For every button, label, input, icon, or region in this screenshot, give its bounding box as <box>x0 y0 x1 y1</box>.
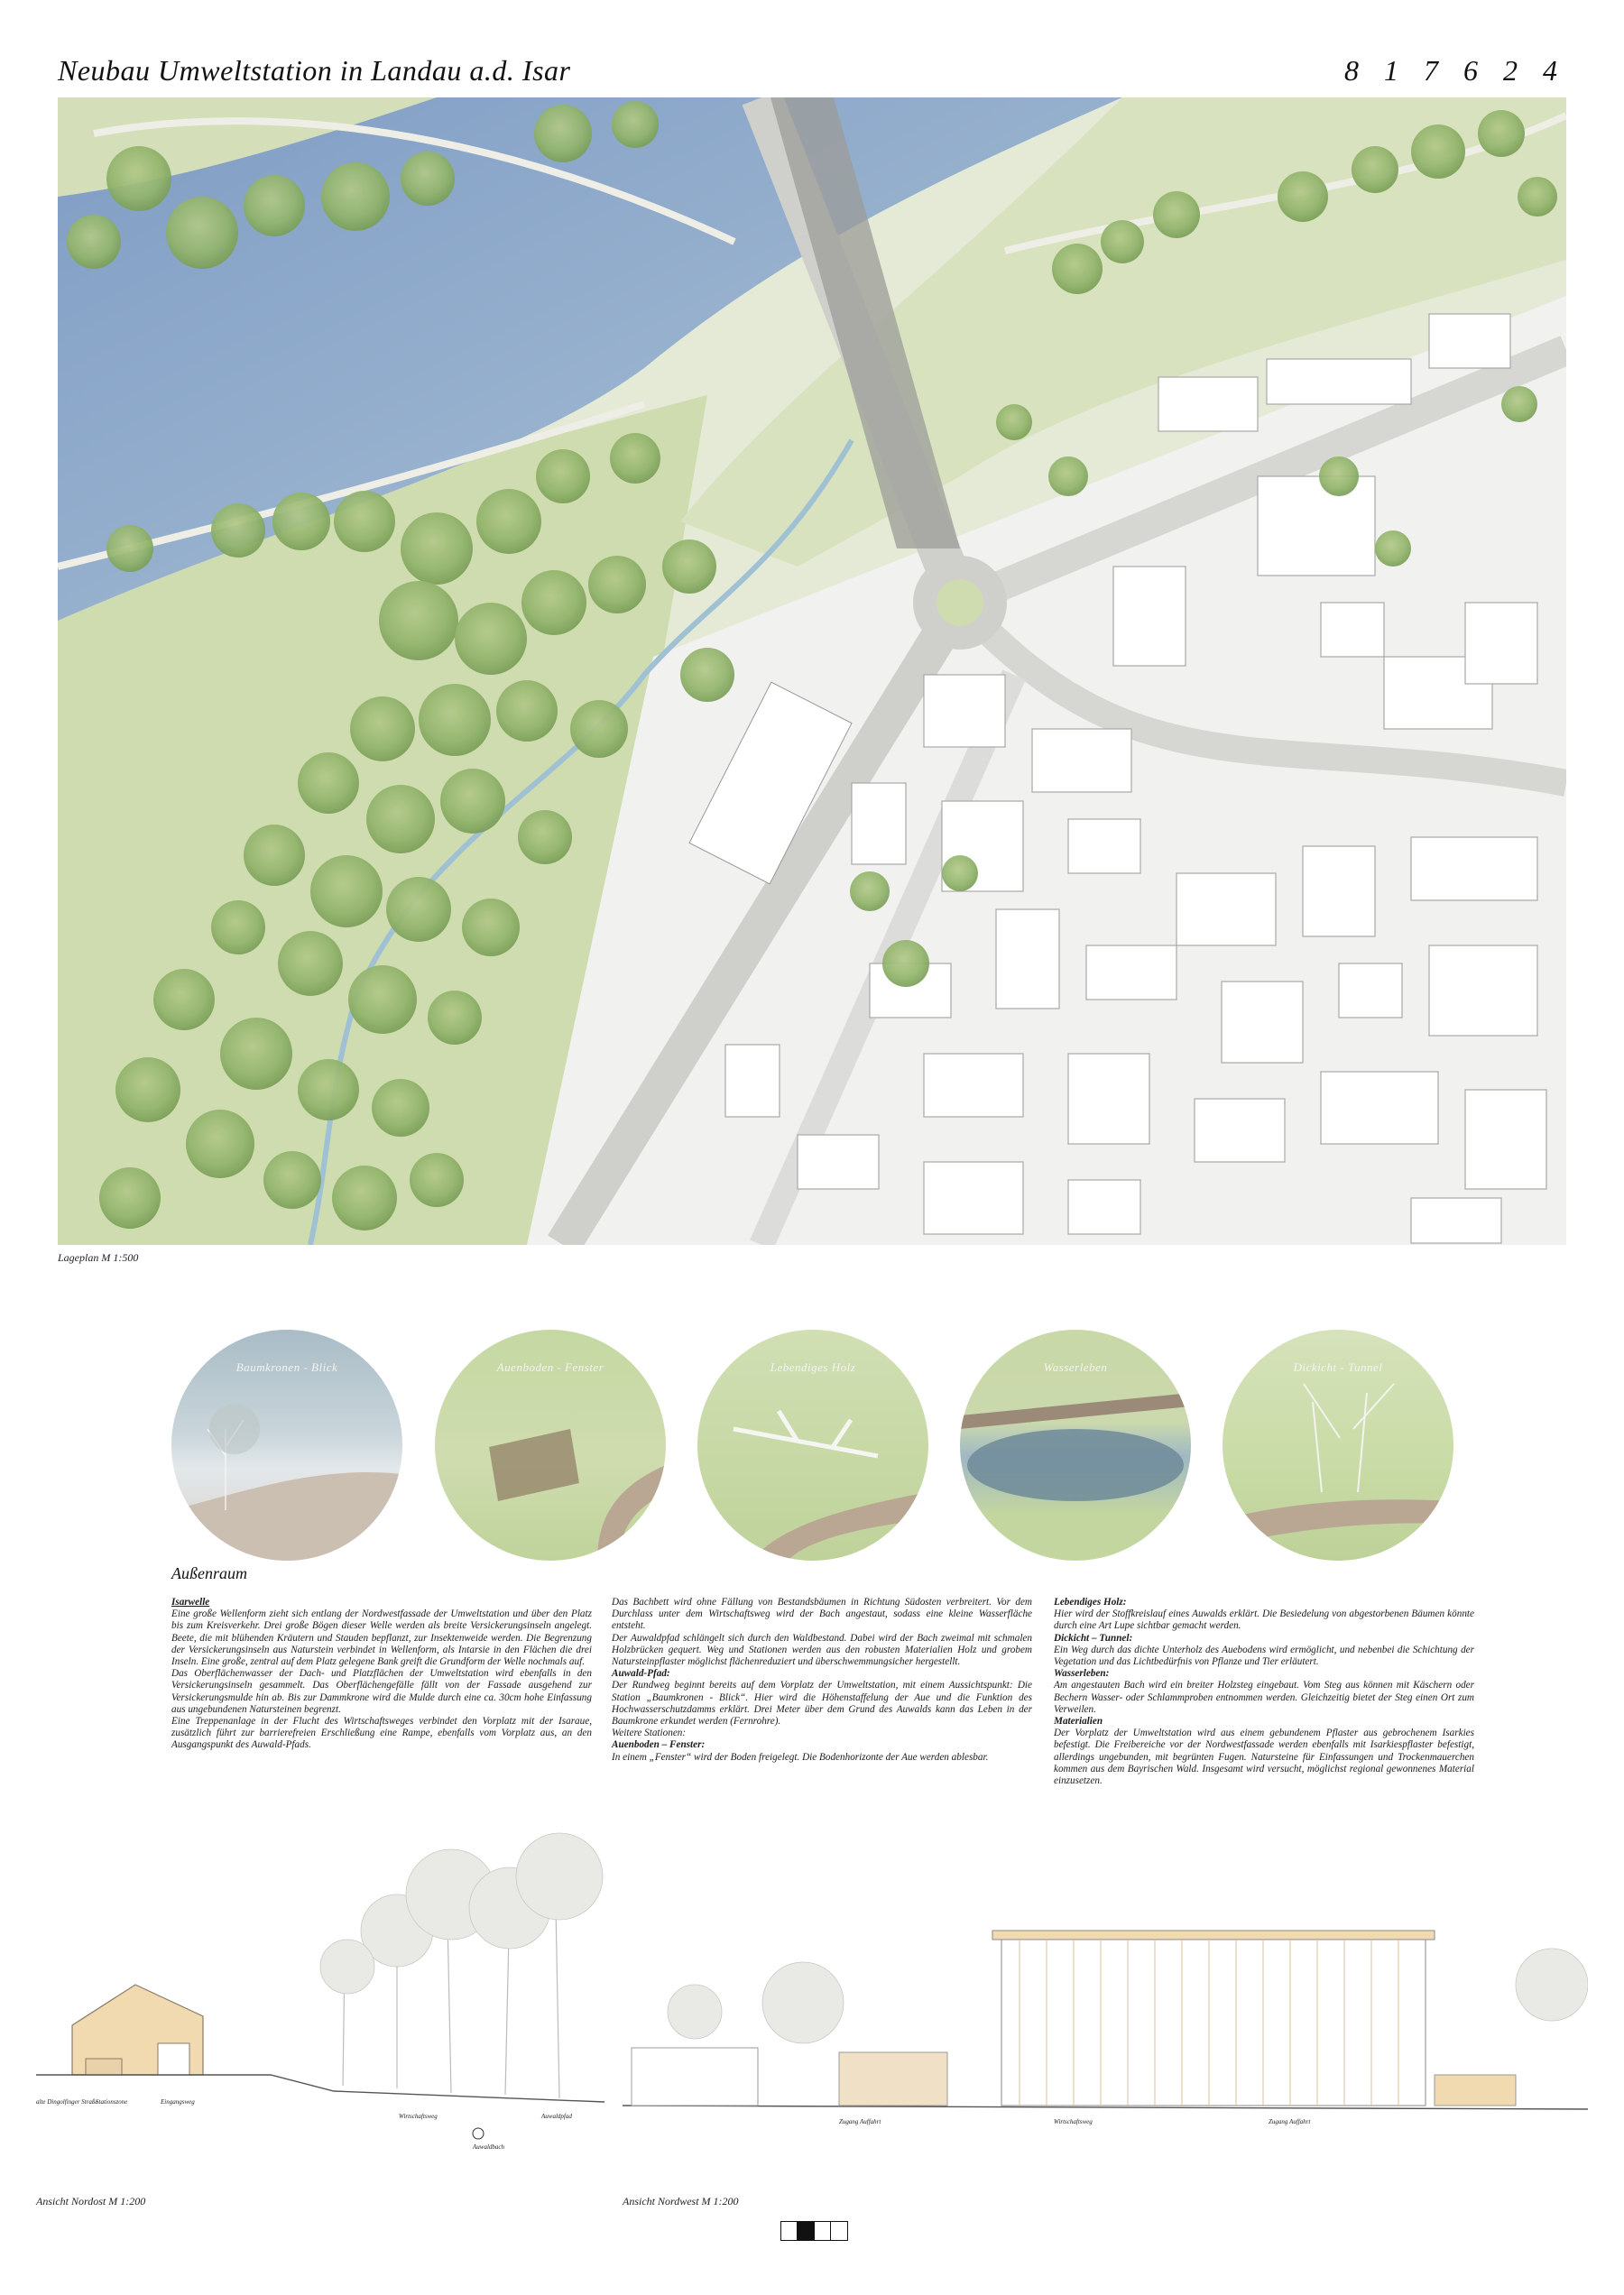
entry-number: 8 1 7 6 2 4 <box>1344 54 1566 87</box>
col2-paragraph: Weitere Stationen: <box>612 1728 687 1739</box>
page-indicator <box>781 2221 848 2241</box>
col3-paragraph: Ein Weg durch das dichte Unterholz des Auebodens wird ermöglicht, und nebenbei die Schichtung der Vegetation und das Lichtbedürfnis von Pflanze und Tier erläutert. <box>1054 1644 1474 1668</box>
page-indicator-cell <box>814 2221 832 2241</box>
elevation-label: Auwaldpfad <box>541 2113 572 2120</box>
site-plan-drawing <box>58 97 1566 1245</box>
elevation-right-caption: Ansicht Nordwest M 1:200 <box>623 2195 739 2207</box>
col3-paragraph: Am angestauten Bach wird ein breiter Holzsteg eingebaut. Vom Steg aus können mit Käschern oder Bechern Wasser- oder Schlammproben entnommen werden. Gleichzeitig bietet der Steg einen Ort zum Verweilen. <box>1054 1680 1474 1715</box>
elevation-label: Zugang Auffahrt <box>839 2118 881 2125</box>
elevation-nordost <box>36 1804 604 2165</box>
elevation-label: Wirtschaftsweg <box>1054 2118 1093 2125</box>
elevation-nordwest-drawing <box>623 1804 1588 2165</box>
elevation-nordwest <box>623 1804 1588 2165</box>
col3-heading: Lebendiges Holz: <box>1054 1597 1127 1608</box>
vignette-title: Lebendiges Holz <box>770 1360 856 1374</box>
vignette-title: Wasserleben <box>1043 1360 1108 1374</box>
elevation-label: Wirtschaftsweg <box>399 2113 438 2120</box>
col3-paragraph: Hier wird der Stoffkreislauf eines Auwalds erklärt. Die Besiedelung von abgestorbenen Bäumen könnte durch eine Art Lupe sichtbar gemacht werden. <box>1054 1608 1474 1632</box>
section-heading: Außenraum <box>171 1564 247 1582</box>
elevation-nordost-drawing <box>36 1804 604 2165</box>
page-indicator-cell-current <box>797 2221 815 2241</box>
col2-heading: Auenboden – Fenster: <box>612 1739 706 1751</box>
vignette-title: Auenboden - Fenster <box>496 1360 604 1374</box>
text-column-3 <box>1054 1597 1474 1787</box>
col2-paragraph: Das Bachbett wird ohne Fällung von Bestandsbäumen in Richtung Südosten verbreitert. Vor dem Durchlass unter dem Wirtschaftsweg wird der Bach angestaut, sodass eine kleine Wasserfläche entsteht. <box>612 1597 1032 1632</box>
col2-paragraph: In einem „Fenster“ wird der Boden freigelegt. Die Bodenhorizonte der Aue werden ablesbar. <box>612 1751 989 1763</box>
col3-heading: Wasserleben: <box>1054 1668 1110 1680</box>
site-plan-caption: Lageplan M 1:500 <box>58 1251 139 1264</box>
col1-heading: Isarwelle <box>171 1597 210 1608</box>
site-plan <box>58 97 1566 1245</box>
elevation-left-caption: Ansicht Nordost M 1:200 <box>36 2195 146 2207</box>
col2-heading: Auwald-Pfad: <box>612 1668 670 1680</box>
vignette-lebendiges-holz <box>697 1330 928 1561</box>
text-column-1 <box>171 1597 592 1752</box>
vignette-baumkronen-blick <box>171 1330 402 1561</box>
vignette-dickicht-tunnel <box>1223 1330 1453 1561</box>
col3-heading: Materialien <box>1054 1716 1103 1728</box>
col2-paragraph: Der Rundweg beginnt bereits auf dem Vorplatz der Umweltstation, mit einem Aussichtspunkt: Die Station „Baumkronen - Blick“. Hier wird die Höhenstaffelung der Aue und die Funktion des Hochwasserschutzdamms erklärt. Drei Meter über dem Grund des Auwalds kann das Leben in der Baumkrone erkundet werden (Fernrohre). <box>612 1680 1032 1728</box>
col3-paragraph: Der Vorplatz der Umweltstation wird aus einem gebundenem Pflaster aus gebrochenem Isarkies befestigt. Die Freibereiche vor der Nordwestfassade werden ebenfalls mit Isarkiespflaster befestigt, allerdings ungebunden, mit begrünten Fugen. Natursteine für Einfassungen und Trockenmauerchen kommen aus dem Bayrischen Wald. Insgesamt wird versucht, möglichst regional gewonnenes Material einzusetzen. <box>1054 1728 1474 1787</box>
elevation-label: Stationszone <box>96 2098 128 2106</box>
elevation-label: Eingangsweg <box>161 2098 195 2106</box>
page-title: Neubau Umweltstation in Landau a.d. Isar <box>58 54 571 87</box>
elevation-label: Auwaldbach <box>473 2143 504 2151</box>
col1-paragraph: Eine Treppenanlage in der Flucht des Wirtschaftsweges verbindet den Vorplatz mit der Isaraue, zusätzlich führt zur barrierefreien Erschließung eine Rampe, ebenfalls vom Vorplatz aus, an den Ausgangspunkt des Auwald-Pfads. <box>171 1716 592 1751</box>
col1-paragraph: Eine große Wellenform zieht sich entlang der Nordwestfassade der Umweltstation und über den Platz bis zum Kreisverkehr. Drei große Bögen dieser Welle werden als breite Versickerungsinseln angelegt. Beete, die mit blühenden Kräutern und Stauden bepflanzt, zur Insektenweide werden. Die Begrenzung der Versickerungsinseln aus Naturstein verbindet in Wellenform, als Intarsie in den Flächen die drei Inseln. Eine große, zentral auf dem Platz gelegene Bank greift die Grundform der Welle nochmals auf. <box>171 1608 592 1668</box>
vignette-title: Dickicht - Tunnel <box>1293 1360 1383 1374</box>
vignette-wasserleben <box>960 1330 1191 1561</box>
vignette-auenboden-fenster <box>435 1330 666 1561</box>
text-column-2 <box>612 1597 1032 1764</box>
col3-heading: Dickicht – Tunnel: <box>1054 1632 1133 1644</box>
elevation-label: Zugang Auffahrt <box>1269 2118 1311 2125</box>
page-indicator-cell <box>780 2221 798 2241</box>
page-indicator-cell <box>830 2221 848 2241</box>
col2-paragraph: Der Auwaldpfad schlängelt sich durch den Waldbestand. Dabei wird der Bach zweimal mit schmalen Holzbrücken gequert. Weg und Stationen werden aus den robusten Materialien Holz und grobem Natursteinpflaster möglichst flächenreduziert und überschwemmungsicher hergestellt. <box>612 1632 1032 1668</box>
col1-paragraph: Das Oberflächenwasser der Dach- und Platzflächen der Umweltstation wird ebenfalls in den Versickerungsinseln gesammelt. Das Oberflächengefälle fällt von der Fassade ausgehend zur Versickerungsmulde hin ab. Bis zur Dammkrone wird die Mulde durch eine ca. 30cm hohe Einfassung aus ungebundenen Natursteinen begrenzt. <box>171 1668 592 1715</box>
vignette-title: Baumkronen - Blick <box>235 1360 338 1374</box>
elevation-label: alte Dingolfinger Straße <box>36 2098 98 2106</box>
